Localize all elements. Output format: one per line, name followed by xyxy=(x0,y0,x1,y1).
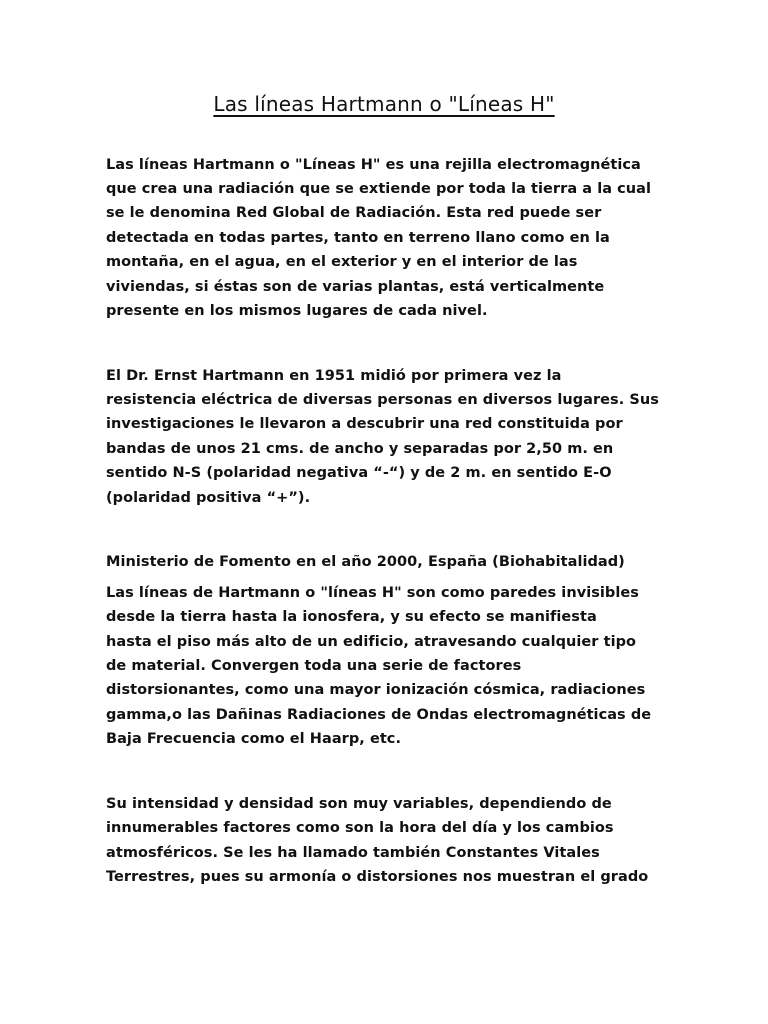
paragraph-1-line-1: Las líneas Hartmann o "Líneas H" es una rejilla electromagnética xyxy=(106,157,641,173)
paragraph-1-line-2: que crea una radiación que se extiende por toda la tierra a la cual xyxy=(106,181,652,197)
paragraph-2-line-1: El Dr. Ernst Hartmann en 1951 midió por primera vez la xyxy=(106,368,562,384)
paragraph-2-line-4: bandas de unos 21 cms. de ancho y separadas por 2,50 m. en xyxy=(106,441,614,457)
section-heading: Ministerio de Fomento en el año 2000, España (Biohabitalidad) xyxy=(106,554,625,570)
paragraph-3-line-7: Baja Frecuencia como el Haarp, etc. xyxy=(106,731,402,747)
paragraph-3-line-3: hasta el piso más alto de un edificio, atravesando cualquier tipo xyxy=(106,634,637,650)
paragraph-2-line-3: investigaciones le llevaron a descubrir una red constituida por xyxy=(106,416,623,432)
paragraph-3-line-1: Las líneas de Hartmann o "líneas H" son como paredes invisibles xyxy=(106,585,639,601)
paragraph-1-line-7: presente en los mismos lugares de cada nivel. xyxy=(106,303,488,319)
document-title: Las líneas Hartmann o "Líneas H" xyxy=(213,92,555,116)
paragraph-2-line-2: resistencia eléctrica de diversas personas en diversos lugares. Sus xyxy=(106,392,659,408)
paragraph-1-line-5: montaña, en el agua, en el exterior y en el interior de las xyxy=(106,254,578,270)
paragraph-4-line-4: Terrestres, pues su armonía o distorsiones nos muestran el grado xyxy=(106,869,649,885)
paragraph-3-line-4: de material. Convergen toda una serie de factores xyxy=(106,658,522,674)
paragraph-1-line-3: se le denomina Red Global de Radiación. Esta red puede ser xyxy=(106,205,602,221)
paragraph-3-line-2: desde la tierra hasta la ionosfera, y su efecto se manifiesta xyxy=(106,609,597,625)
paragraph-1-line-4: detectada en todas partes, tanto en terreno llano como en la xyxy=(106,230,610,246)
paragraph-3-line-6: gamma,o las Dañinas Radiaciones de Ondas electromagnéticas de xyxy=(106,707,652,723)
paragraph-4-line-2: innumerables factores como son la hora del día y los cambios xyxy=(106,820,614,836)
paragraph-2-line-5: sentido N-S (polaridad negativa “-“) y de 2 m. en sentido E-O xyxy=(106,465,612,481)
paragraph-3-line-5: distorsionantes, como una mayor ionización cósmica, radiaciones xyxy=(106,682,646,698)
paragraph-4-line-3: atmosféricos. Se les ha llamado también Constantes Vitales xyxy=(106,845,600,861)
paragraph-1-line-6: viviendas, si éstas son de varias plantas, está verticalmente xyxy=(106,279,605,295)
paragraph-4-line-1: Su intensidad y densidad son muy variables, dependiendo de xyxy=(106,796,612,812)
paragraph-2-line-6: (polaridad positiva “+”). xyxy=(106,490,311,506)
